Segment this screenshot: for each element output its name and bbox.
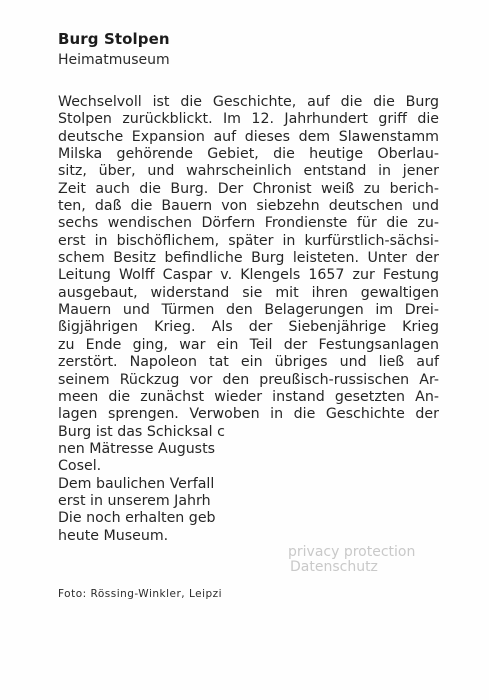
text-line: Die noch erhalten geb xyxy=(58,510,216,527)
text-line: sitz, über, und wahrscheinlich entstand in jener xyxy=(58,163,439,180)
text-line: ten, daß die Bauern von siebzehn deutschen und xyxy=(58,198,439,215)
text-line: ßigjährigen Krieg. Als der Siebenjährige Krieg xyxy=(58,319,439,336)
photo-credit: Foto: Rössing-Winkler, Leipzi xyxy=(58,588,223,600)
page-subtitle: Heimatmuseum xyxy=(58,52,170,68)
text-line: erst in bischöflichem, später in kurfürstlich-sächsi- xyxy=(58,232,439,249)
text-line: seinem Rückzug vor den preußisch-russischen Ar- xyxy=(58,371,439,388)
text-line: Leitung Wolff Caspar v. Klengels 1657 zur Festung xyxy=(58,267,439,284)
text-line: Burg ist das Schicksal c xyxy=(58,423,225,440)
text-line: deutsche Expansion auf dieses dem Slawenstamm xyxy=(58,128,439,145)
watermark-line: privacy protection xyxy=(288,544,416,560)
text-line: lagen sprengen. Verwoben in die Geschichte der xyxy=(58,406,439,423)
text-line: meen die zunächst wieder instand gesetzten An- xyxy=(58,388,439,405)
text-line: zerstört. Napoleon tat ein übriges und ließ auf xyxy=(58,354,439,371)
page-title: Burg Stolpen xyxy=(58,30,170,48)
text-line: nen Mätresse Augusts xyxy=(58,440,216,457)
text-line: Milska gehörende Gebiet, die heutige Oberlau- xyxy=(58,146,439,163)
text-line: sechs wendischen Dörfern Frondienste für die zu- xyxy=(58,215,439,232)
text-line: zu Ende ging, war ein Teil der Festungsanlagen xyxy=(58,336,439,353)
history-text xyxy=(58,94,439,545)
watermark-line: Datenschutz xyxy=(290,559,378,575)
text-line: Dem baulichen Verfall xyxy=(58,475,215,492)
text-line: Zeit auch die Burg. Der Chronist weiß zu berich- xyxy=(58,180,439,197)
privacy-watermark xyxy=(288,545,415,575)
text-line: Mauern und Türmen den Belagerungen im Drei- xyxy=(58,302,439,319)
text-line: Cosel. xyxy=(58,458,102,475)
text-line: heute Museum. xyxy=(58,527,169,544)
text-line: Stolpen zurückblickt. Im 12. Jahrhundert griff die xyxy=(58,111,439,128)
text-line: Wechselvoll ist die Geschichte, auf die die Burg xyxy=(58,94,439,110)
text-line: ausgebaut, widerstand sie mit ihren gewaltigen xyxy=(58,284,439,301)
text-line: schem Besitz befindliche Burg leisteten. Unter der xyxy=(58,250,439,267)
text-line: erst in unserem Jahrh xyxy=(58,492,211,509)
